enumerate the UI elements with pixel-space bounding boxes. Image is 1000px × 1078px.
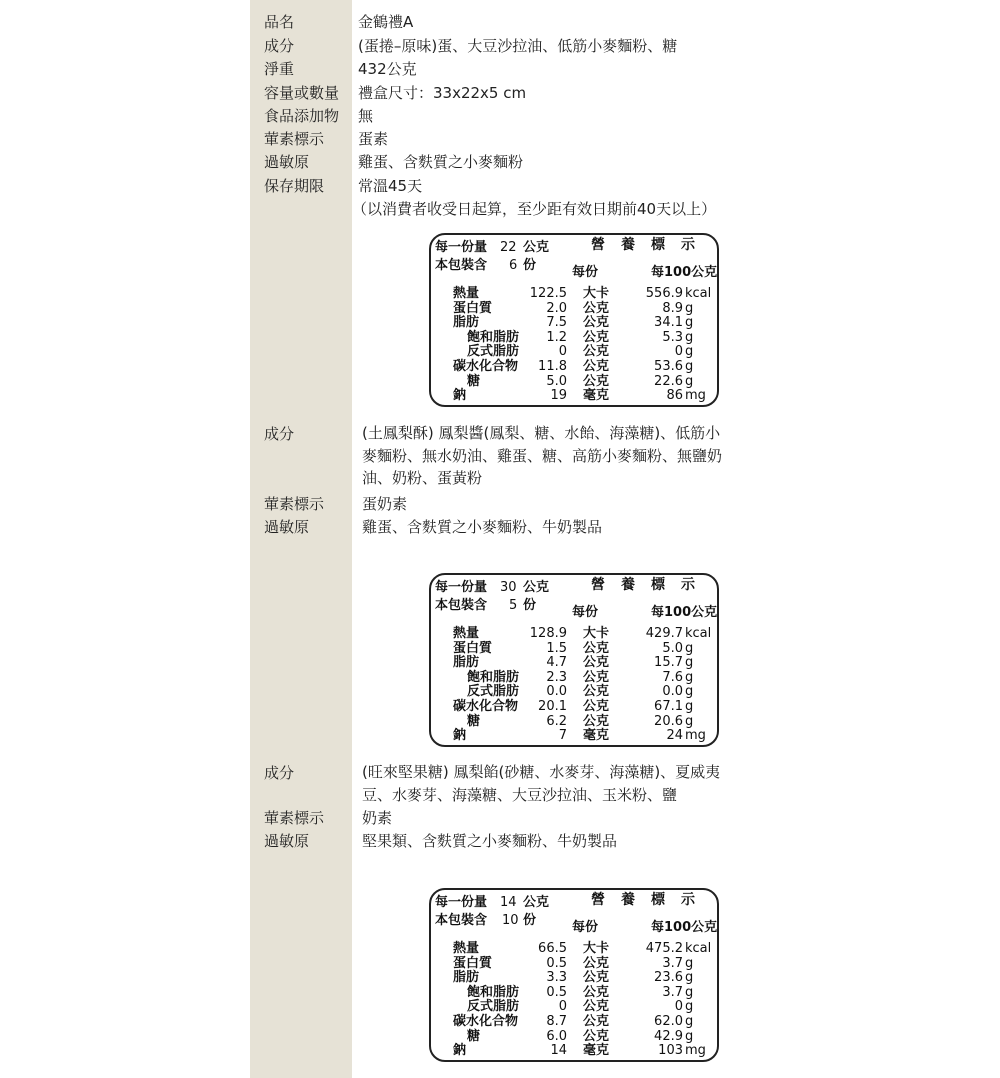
nutrient-cell: 0 bbox=[674, 344, 683, 360]
nutrient-cell: g bbox=[685, 1014, 694, 1029]
nutrition-facts-box bbox=[429, 233, 719, 407]
pack-count: 10 bbox=[502, 913, 519, 928]
name-value: 金鶴禮A bbox=[358, 13, 414, 31]
nutrient-cell: 公克 bbox=[583, 300, 610, 316]
nutrition-title: 營 養 標 示 bbox=[591, 577, 696, 593]
nutrient-cell: 毫克 bbox=[583, 728, 610, 744]
serving-size: 22 bbox=[500, 240, 517, 255]
nutrient-cell: 公克 bbox=[583, 329, 610, 345]
nutrient-cell: 62.0 bbox=[654, 1014, 683, 1029]
nutrient-cell: 67.1 bbox=[654, 699, 683, 714]
nutrient-cell: 大卡 bbox=[583, 626, 610, 641]
nutrient-cell: 19 bbox=[550, 388, 567, 404]
shelf-life-value: 常溫45天 bbox=[358, 177, 423, 195]
nutrient-cell: 5.0 bbox=[662, 640, 683, 656]
veg-value: 蛋奶素 bbox=[362, 495, 408, 513]
serving-unit: 公克 bbox=[523, 580, 550, 595]
nutrient-cell: 22.6 bbox=[654, 373, 683, 389]
nutrient-cell: 8.9 bbox=[662, 300, 683, 316]
nutrient-cell: g bbox=[685, 669, 694, 685]
nutrient-cell: 34.1 bbox=[654, 315, 683, 331]
nutrient-cell: 429.7 bbox=[645, 626, 683, 641]
nutrient-cell: 0.0 bbox=[546, 684, 567, 700]
serving-label: 每一份量 bbox=[435, 240, 488, 255]
nutrient-row bbox=[431, 1044, 717, 1059]
nutrient-cell: g bbox=[685, 329, 694, 345]
nutrient-cell: 飽和脂肪 bbox=[467, 984, 520, 1000]
serving-unit: 公克 bbox=[523, 895, 550, 910]
pack-count: 6 bbox=[509, 258, 518, 273]
nutrient-cell: 飽和脂肪 bbox=[467, 669, 520, 685]
veg-label: 葷素標示 bbox=[264, 130, 325, 148]
nutrient-cell: 7 bbox=[558, 728, 567, 744]
nutrient-row bbox=[431, 971, 717, 986]
nutrient-row bbox=[431, 1030, 717, 1045]
nutrient-cell: 公克 bbox=[583, 640, 610, 656]
nutrient-row bbox=[431, 1000, 717, 1015]
nutrient-cell: 103 bbox=[658, 1043, 683, 1059]
allergen-label: 過敏原 bbox=[264, 518, 310, 536]
nutrient-row bbox=[431, 287, 717, 302]
nutrient-cell: 鈉 bbox=[453, 1043, 467, 1059]
additives-label: 食品添加物 bbox=[264, 107, 340, 125]
nutrient-row bbox=[431, 700, 717, 715]
nutrient-cell: 11.8 bbox=[538, 359, 567, 374]
nutrient-cell: kcal bbox=[685, 286, 712, 301]
nutrient-row bbox=[431, 957, 717, 972]
col-per-serving: 每份 bbox=[572, 265, 599, 280]
nutrient-cell: 蛋白質 bbox=[453, 955, 493, 971]
quantity-label: 容量或數量 bbox=[264, 84, 340, 102]
nutrient-cell: 3.3 bbox=[546, 970, 567, 986]
nutrient-cell: 反式脂肪 bbox=[467, 684, 520, 700]
pack-count: 5 bbox=[509, 598, 518, 613]
nutrient-cell: 公克 bbox=[583, 373, 610, 389]
allergen-label: 過敏原 bbox=[264, 153, 310, 171]
nutrient-cell: 蛋白質 bbox=[453, 300, 493, 316]
additives-value: 無 bbox=[358, 107, 374, 125]
quantity-value: 禮盒尺寸：33x22x5 cm bbox=[358, 84, 527, 102]
nutrient-row bbox=[431, 1015, 717, 1030]
ingredients-text bbox=[362, 761, 752, 806]
pack-unit: 份 bbox=[523, 913, 537, 928]
nutrient-cell: 122.5 bbox=[529, 286, 567, 301]
nutrient-cell: mg bbox=[685, 728, 706, 744]
nutrient-cell: 14 bbox=[550, 1043, 567, 1059]
nutrient-row bbox=[431, 360, 717, 375]
ingredients-line: 油、奶粉、蛋黃粉 bbox=[362, 469, 483, 487]
nutrient-cell: g bbox=[685, 999, 694, 1015]
nutrient-cell: 2.0 bbox=[546, 300, 567, 316]
nutrient-cell: g bbox=[685, 955, 694, 971]
nutrient-cell: 86 bbox=[666, 388, 683, 404]
ingredients-line: (旺來堅果糖) 鳳梨餡(砂糖、水麥芽、海藻糖)、夏威夷 bbox=[362, 763, 721, 781]
nutrient-cell: g bbox=[685, 344, 694, 360]
nutrient-cell: 糖 bbox=[467, 1028, 481, 1044]
nutrient-cell: g bbox=[685, 640, 694, 656]
nutrient-cell: 128.9 bbox=[529, 626, 567, 641]
nutrient-cell: 23.6 bbox=[654, 970, 683, 986]
nutrient-cell: 公克 bbox=[583, 970, 610, 986]
nutrient-cell: 脂肪 bbox=[453, 315, 480, 331]
nutrition-facts-box bbox=[429, 888, 719, 1062]
nutrient-cell: 7.6 bbox=[662, 669, 683, 685]
ingredients-text bbox=[362, 422, 752, 490]
nutrient-cell: 1.2 bbox=[546, 329, 567, 345]
nutrient-cell: 反式脂肪 bbox=[467, 344, 520, 360]
nutrient-cell: 4.7 bbox=[546, 655, 567, 671]
nutrient-cell: 公克 bbox=[583, 344, 610, 360]
veg-label: 葷素標示 bbox=[264, 809, 325, 827]
col-per-100g: 每100公克 bbox=[651, 265, 718, 280]
nutrient-cell: 15.7 bbox=[654, 655, 683, 671]
nutrient-row bbox=[431, 685, 717, 700]
nutrient-cell: kcal bbox=[685, 941, 712, 956]
nutrient-cell: 53.6 bbox=[654, 359, 683, 374]
veg-label: 葷素標示 bbox=[264, 495, 325, 513]
nutrient-cell: 熱量 bbox=[453, 286, 480, 301]
nutrient-cell: g bbox=[685, 373, 694, 389]
nutrient-cell: 2.3 bbox=[546, 669, 567, 685]
nutrient-cell: 公克 bbox=[583, 655, 610, 671]
ingredients-line: (土鳳梨酥) 鳳梨醬(鳳梨、糖、水飴、海藻糖)、低筋小 bbox=[362, 424, 721, 442]
nutrient-cell: g bbox=[685, 315, 694, 331]
nutrient-cell: 糖 bbox=[467, 713, 481, 729]
pack-label: 本包裝含 bbox=[435, 913, 488, 928]
nutrient-cell: 0.5 bbox=[546, 984, 567, 1000]
nutrient-cell: 5.3 bbox=[662, 329, 683, 345]
col-per-100g: 每100公克 bbox=[651, 920, 718, 935]
nutrient-row bbox=[431, 345, 717, 360]
nutrient-cell: 碳水化合物 bbox=[453, 699, 519, 714]
nutrient-cell: g bbox=[685, 699, 694, 714]
ingredients-line: 豆、水麥芽、海藻糖、大豆沙拉油、玉米粉、鹽 bbox=[362, 785, 678, 804]
nutrition-title: 營 養 標 示 bbox=[591, 237, 696, 253]
nutrient-row bbox=[431, 389, 717, 404]
nutrient-row bbox=[431, 627, 717, 642]
veg-value: 蛋素 bbox=[358, 130, 389, 148]
nutrient-cell: 66.5 bbox=[538, 941, 567, 956]
nutrient-cell: g bbox=[685, 359, 694, 374]
net-weight-value: 432公克 bbox=[358, 60, 417, 78]
pack-label: 本包裝含 bbox=[435, 598, 488, 613]
nutrient-cell: 0 bbox=[674, 999, 683, 1015]
nutrient-row bbox=[431, 316, 717, 331]
allergen-value: 雞蛋、含麩質之小麥麵粉 bbox=[358, 153, 524, 171]
nutrient-cell: 熱量 bbox=[453, 626, 480, 641]
pack-unit: 份 bbox=[523, 258, 537, 273]
nutrient-cell: 反式脂肪 bbox=[467, 999, 520, 1015]
ingredients-label: 成分 bbox=[264, 425, 295, 443]
ingredients-label: 成分 bbox=[264, 764, 295, 782]
ingredients-line: 麥麵粉、無水奶油、雞蛋、糖、高筋小麥麵粉、無鹽奶 bbox=[362, 446, 723, 465]
ingredients-value: (蛋捲–原味)蛋、大豆沙拉油、低筋小麥麵粉、糖 bbox=[358, 37, 678, 55]
nutrient-row bbox=[431, 375, 717, 390]
nutrient-cell: 毫克 bbox=[583, 388, 610, 404]
nutrient-cell: kcal bbox=[685, 626, 712, 641]
nutrient-cell: 熱量 bbox=[453, 941, 480, 956]
allergen-value: 雞蛋、含麩質之小麥麵粉、牛奶製品 bbox=[362, 518, 603, 536]
net-weight-label: 淨重 bbox=[264, 60, 295, 78]
serving-size: 14 bbox=[500, 895, 517, 910]
allergen-label: 過敏原 bbox=[264, 832, 310, 850]
nutrient-cell: 公克 bbox=[583, 999, 610, 1015]
nutrient-cell: 碳水化合物 bbox=[453, 1014, 519, 1029]
nutrient-cell: 大卡 bbox=[583, 941, 610, 956]
nutrient-cell: g bbox=[685, 1028, 694, 1044]
nutrient-row bbox=[431, 729, 717, 744]
serving-label: 每一份量 bbox=[435, 580, 488, 595]
nutrient-cell: 脂肪 bbox=[453, 970, 480, 986]
serving-label: 每一份量 bbox=[435, 895, 488, 910]
ingredients-label: 成分 bbox=[264, 37, 295, 55]
pack-label: 本包裝含 bbox=[435, 258, 488, 273]
shelf-life-note: （以消費者收受日起算，至少距有效日期前40天以上） bbox=[352, 200, 717, 218]
col-per-serving: 每份 bbox=[572, 920, 599, 935]
col-per-serving: 每份 bbox=[572, 605, 599, 620]
nutrient-row bbox=[431, 942, 717, 957]
nutrient-cell: 公克 bbox=[583, 359, 610, 374]
nutrient-cell: 公克 bbox=[583, 315, 610, 331]
nutrient-cell: 公克 bbox=[583, 699, 610, 714]
nutrient-cell: 蛋白質 bbox=[453, 640, 493, 656]
nutrient-row bbox=[431, 715, 717, 730]
nutrient-row bbox=[431, 656, 717, 671]
nutrient-cell: mg bbox=[685, 388, 706, 404]
nutrient-cell: 42.9 bbox=[654, 1028, 683, 1044]
nutrient-cell: mg bbox=[685, 1043, 706, 1059]
nutrient-cell: 公克 bbox=[583, 713, 610, 729]
nutrient-cell: g bbox=[685, 655, 694, 671]
nutrient-cell: 0 bbox=[558, 999, 567, 1015]
nutrient-cell: 鈉 bbox=[453, 728, 467, 744]
nutrient-cell: 8.7 bbox=[546, 1014, 567, 1029]
nutrient-cell: 6.0 bbox=[546, 1028, 567, 1044]
nutrient-cell: 毫克 bbox=[583, 1043, 610, 1059]
nutrient-cell: g bbox=[685, 300, 694, 316]
nutrient-cell: 飽和脂肪 bbox=[467, 329, 520, 345]
nutrient-row bbox=[431, 302, 717, 317]
serving-unit: 公克 bbox=[523, 240, 550, 255]
nutrient-cell: g bbox=[685, 684, 694, 700]
nutrient-cell: 糖 bbox=[467, 373, 481, 389]
col-per-100g: 每100公克 bbox=[651, 605, 718, 620]
nutrition-title: 營 養 標 示 bbox=[591, 892, 696, 908]
name-label: 品名 bbox=[264, 13, 295, 31]
veg-value: 奶素 bbox=[362, 809, 393, 827]
nutrient-cell: 3.7 bbox=[662, 955, 683, 971]
nutrient-cell: 公克 bbox=[583, 955, 610, 971]
serving-size: 30 bbox=[500, 580, 517, 595]
nutrient-cell: 556.9 bbox=[645, 286, 683, 301]
nutrient-cell: 1.5 bbox=[546, 640, 567, 656]
nutrient-cell: 24 bbox=[666, 728, 683, 744]
nutrient-cell: g bbox=[685, 984, 694, 1000]
pack-unit: 份 bbox=[523, 598, 537, 613]
nutrient-cell: 7.5 bbox=[546, 315, 567, 331]
nutrient-cell: 0.5 bbox=[546, 955, 567, 971]
nutrient-cell: 公克 bbox=[583, 1014, 610, 1029]
nutrient-cell: 公克 bbox=[583, 669, 610, 685]
nutrient-cell: 公克 bbox=[583, 684, 610, 700]
nutrient-cell: 475.2 bbox=[645, 941, 683, 956]
nutrient-cell: 碳水化合物 bbox=[453, 359, 519, 374]
nutrient-cell: 6.2 bbox=[546, 713, 567, 729]
allergen-value: 堅果類、含麩質之小麥麵粉、牛奶製品 bbox=[362, 832, 618, 850]
nutrient-cell: 20.1 bbox=[538, 699, 567, 714]
nutrient-cell: 5.0 bbox=[546, 373, 567, 389]
nutrient-cell: g bbox=[685, 970, 694, 986]
shelf-life-label: 保存期限 bbox=[264, 177, 325, 195]
nutrient-cell: 3.7 bbox=[662, 984, 683, 1000]
nutrient-cell: 0.0 bbox=[662, 684, 683, 700]
nutrient-cell: 大卡 bbox=[583, 286, 610, 301]
nutrient-cell: 0 bbox=[558, 344, 567, 360]
nutrient-cell: 公克 bbox=[583, 1028, 610, 1044]
nutrient-cell: g bbox=[685, 713, 694, 729]
nutrition-facts-box bbox=[429, 573, 719, 747]
nutrient-cell: 20.6 bbox=[654, 713, 683, 729]
nutrient-cell: 鈉 bbox=[453, 388, 467, 404]
nutrient-row bbox=[431, 642, 717, 657]
nutrient-cell: 公克 bbox=[583, 984, 610, 1000]
nutrient-cell: 脂肪 bbox=[453, 655, 480, 671]
